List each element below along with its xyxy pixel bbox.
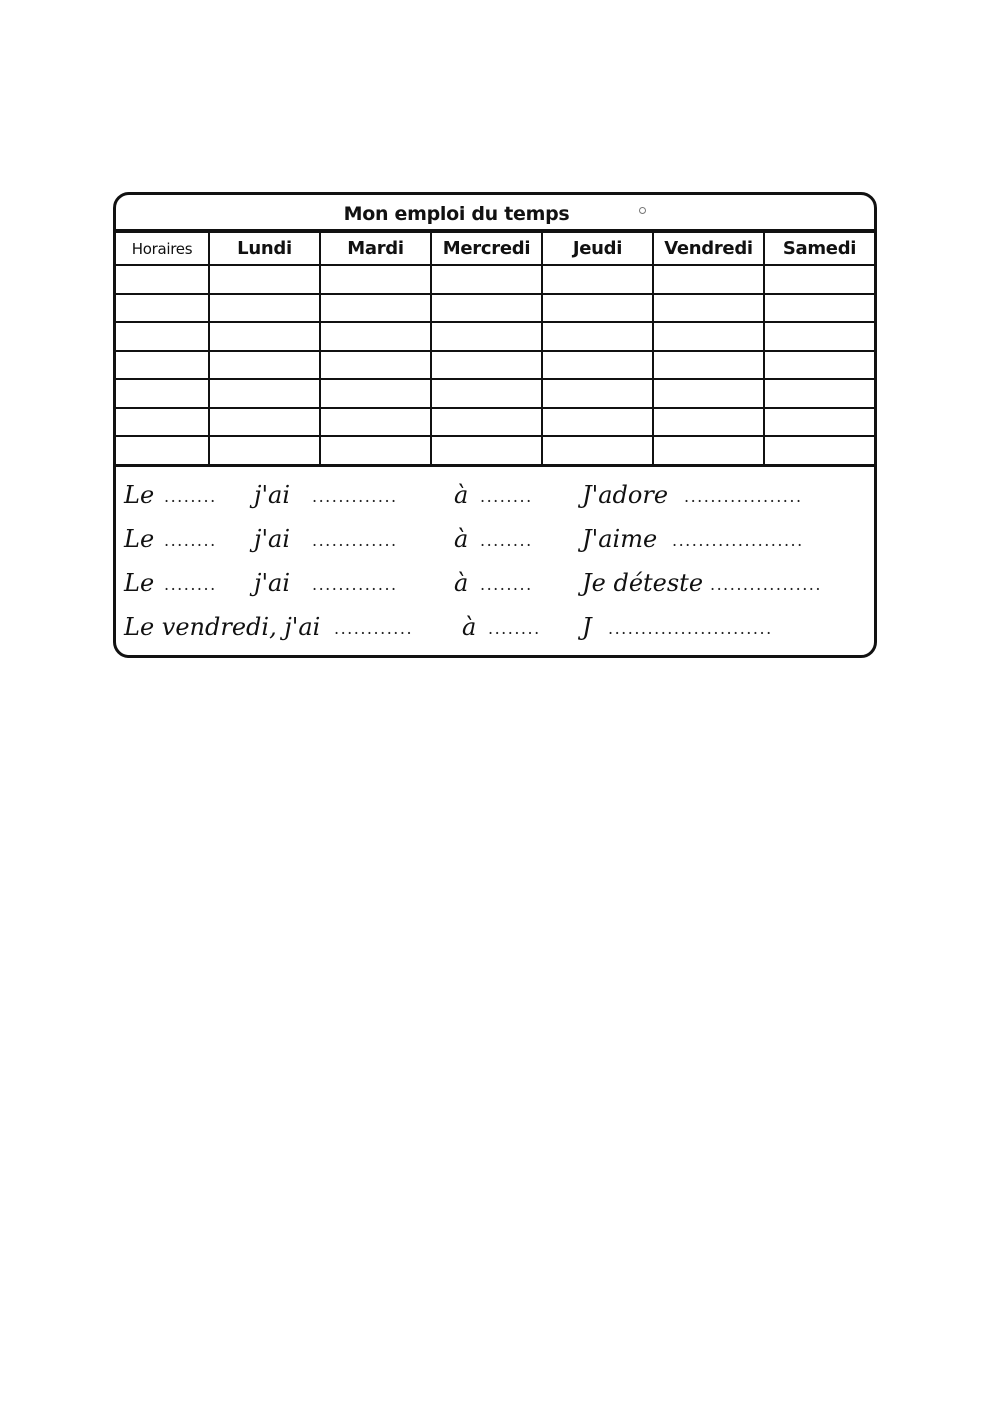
schedule-cell[interactable]: [653, 436, 764, 465]
blank-time[interactable]: ........: [488, 619, 541, 638]
sentence-start: Le: [124, 525, 155, 553]
worksheet-title: Mon emploi du temps: [116, 195, 874, 231]
timetable-row: [116, 322, 874, 351]
sentence-preposition: à: [454, 569, 469, 597]
schedule-cell[interactable]: [209, 408, 320, 437]
timetable-row: [116, 294, 874, 323]
column-header-thursday: Jeudi: [542, 232, 653, 265]
blank-opinion[interactable]: ..................: [684, 487, 803, 506]
blank-time[interactable]: ........: [480, 487, 533, 506]
sentence-opinion: Je déteste: [582, 569, 704, 597]
sentence-verb: j'ai: [254, 481, 291, 509]
schedule-cell[interactable]: [431, 322, 542, 351]
sentence-opinion: J: [582, 613, 592, 641]
time-cell[interactable]: [116, 294, 209, 323]
column-header-friday: Vendredi: [653, 232, 764, 265]
schedule-cell[interactable]: [653, 408, 764, 437]
schedule-cell[interactable]: [209, 379, 320, 408]
schedule-cell[interactable]: [764, 436, 874, 465]
schedule-cell[interactable]: [431, 436, 542, 465]
sentence-line-3: [124, 563, 872, 603]
column-header-monday: Lundi: [209, 232, 320, 265]
sentence-preposition: à: [462, 613, 477, 641]
schedule-cell[interactable]: [542, 436, 653, 465]
blank-opinion[interactable]: ....................: [672, 531, 804, 550]
schedule-cell[interactable]: [431, 379, 542, 408]
time-cell[interactable]: [116, 379, 209, 408]
schedule-cell[interactable]: [653, 294, 764, 323]
time-cell[interactable]: [116, 436, 209, 465]
schedule-cell[interactable]: [653, 265, 764, 294]
timetable-row: [116, 351, 874, 380]
schedule-cell[interactable]: [431, 408, 542, 437]
time-cell[interactable]: [116, 265, 209, 294]
schedule-cell[interactable]: [542, 322, 653, 351]
timetable-row: [116, 379, 874, 408]
schedule-cell[interactable]: [542, 294, 653, 323]
time-cell[interactable]: [116, 408, 209, 437]
sentence-start: Le vendredi, j'ai: [124, 613, 321, 641]
schedule-cell[interactable]: [431, 265, 542, 294]
schedule-cell[interactable]: [542, 351, 653, 380]
schedule-cell[interactable]: [764, 322, 874, 351]
sentence-preposition: à: [454, 525, 469, 553]
column-header-wednesday: Mercredi: [431, 232, 542, 265]
column-header-hours: Horaires: [116, 232, 209, 265]
sentence-line-2: [124, 519, 872, 559]
column-header-saturday: Samedi: [764, 232, 874, 265]
header-row: [116, 232, 874, 265]
schedule-cell[interactable]: [320, 322, 431, 351]
blank-day[interactable]: ........: [164, 487, 217, 506]
schedule-cell[interactable]: [764, 379, 874, 408]
schedule-cell[interactable]: [320, 379, 431, 408]
schedule-cell[interactable]: [209, 322, 320, 351]
schedule-cell[interactable]: [320, 408, 431, 437]
schedule-cell[interactable]: [320, 265, 431, 294]
blank-time[interactable]: ........: [480, 575, 533, 594]
schedule-cell[interactable]: [764, 294, 874, 323]
blank-day[interactable]: ........: [164, 575, 217, 594]
schedule-cell[interactable]: [764, 265, 874, 294]
sentence-verb: j'ai: [254, 569, 291, 597]
schedule-cell[interactable]: [764, 408, 874, 437]
schedule-cell[interactable]: [320, 351, 431, 380]
blank-opinion[interactable]: .................: [710, 575, 822, 594]
schedule-cell[interactable]: [320, 294, 431, 323]
schedule-cell[interactable]: [542, 379, 653, 408]
timetable-body: [116, 265, 874, 465]
schedule-cell[interactable]: [320, 436, 431, 465]
timetable-row: [116, 408, 874, 437]
schedule-cell[interactable]: [542, 265, 653, 294]
timetable-card: [113, 192, 877, 658]
blank-day[interactable]: ........: [164, 531, 217, 550]
sentence-line-1: [124, 475, 872, 515]
timetable-row: [116, 265, 874, 294]
timetable-grid: [116, 231, 874, 466]
blank-opinion[interactable]: .........................: [608, 619, 773, 638]
sentence-opinion: J'aime: [582, 525, 658, 553]
schedule-cell[interactable]: [764, 351, 874, 380]
schedule-cell[interactable]: [431, 294, 542, 323]
schedule-cell[interactable]: [653, 322, 764, 351]
speck-mark: [639, 207, 646, 214]
blank-subject[interactable]: .............: [312, 531, 398, 550]
sentence-start: Le: [124, 481, 155, 509]
schedule-cell[interactable]: [431, 351, 542, 380]
blank-time[interactable]: ........: [480, 531, 533, 550]
timetable-row: [116, 436, 874, 465]
blank-subject[interactable]: .............: [312, 487, 398, 506]
time-cell[interactable]: [116, 351, 209, 380]
schedule-cell[interactable]: [542, 408, 653, 437]
blank-subject[interactable]: ............: [334, 619, 414, 638]
sentence-preposition: à: [454, 481, 469, 509]
sentence-opinion: J'adore: [582, 481, 669, 509]
schedule-cell[interactable]: [653, 351, 764, 380]
schedule-cell[interactable]: [209, 436, 320, 465]
sentence-line-4: [124, 607, 872, 647]
schedule-cell[interactable]: [209, 294, 320, 323]
schedule-cell[interactable]: [209, 265, 320, 294]
sentence-verb: j'ai: [254, 525, 291, 553]
column-header-tuesday: Mardi: [320, 232, 431, 265]
time-cell[interactable]: [116, 322, 209, 351]
sentence-start: Le: [124, 569, 155, 597]
blank-subject[interactable]: .............: [312, 575, 398, 594]
schedule-cell[interactable]: [209, 351, 320, 380]
schedule-cell[interactable]: [653, 379, 764, 408]
sentence-section: [116, 465, 874, 655]
